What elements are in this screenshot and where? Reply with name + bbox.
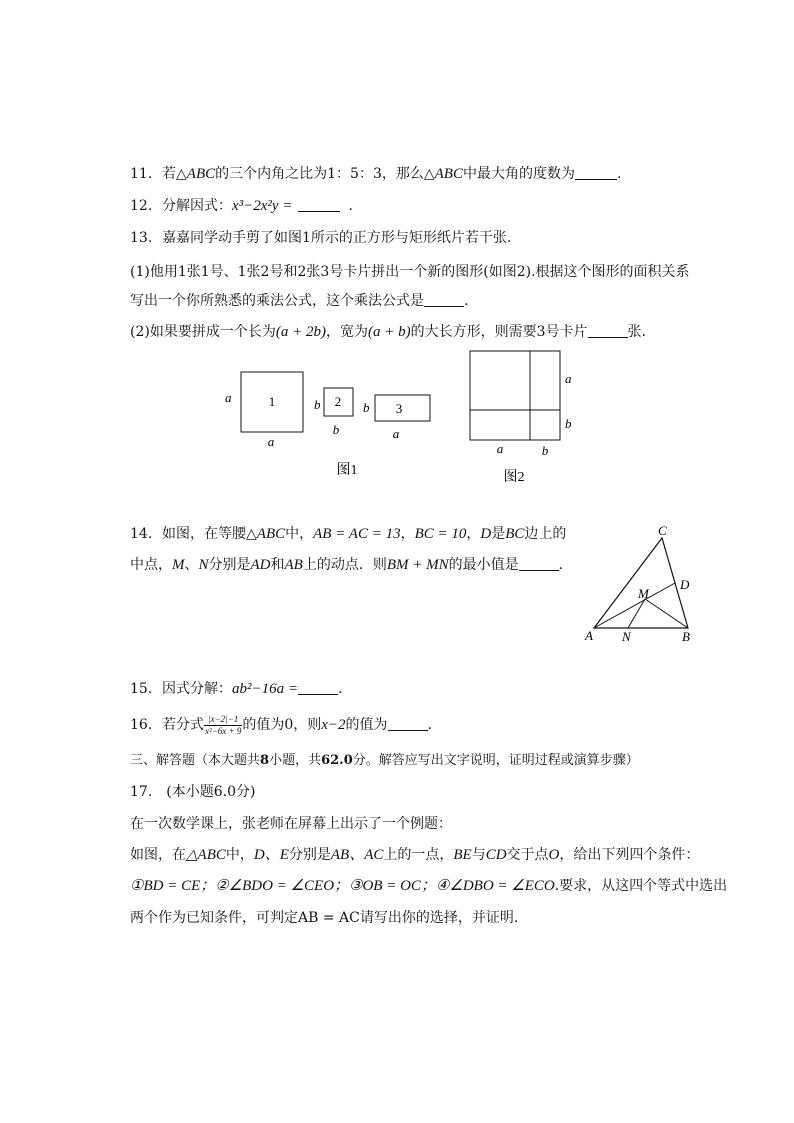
figure-2-right-bottom-label: b [565,416,572,431]
question-14-line1: 14. 如图，在等腰△ABC中，AB = AC = 13，BC = 10，D是BC边上的 [130,526,567,542]
answer-blank [588,323,628,338]
question-17-line4: 两个作为已知条件，可判定AB = AC请写出你的选择，并证明. [130,910,519,926]
card-2-bottom-label: b [332,422,340,437]
segment-ad [594,583,675,628]
figure-2-right-top-label: a [565,371,572,386]
segment-bm [645,599,688,628]
point-b-label: B [682,629,690,644]
fraction: $\frac{|x-2|-1}{\text{x²−6x + 9}}$ [205,713,242,736]
question-11: 11. 若△ABC的三个内角之比为1：5：3，那么△ABC中最大角的度数为 . [130,166,622,182]
figure-2-bottom-left-label: a [496,441,504,456]
question-number: 11. [130,166,153,182]
figure-2-bottom-right-label: b [541,443,549,458]
card-1-side-label: a [225,390,232,405]
card-3-side-label: b [363,400,370,415]
point-d-label: D [680,577,690,592]
card-3-rectangle [375,395,430,421]
card-2-number: 2 [334,394,342,409]
question-13-part1-line1: (1)他用1张1号、1张2号和2张3号卡片拼出一个新的图形(如图2).根据这个图形的面积关系 [130,264,690,280]
card-3-number: 3 [395,401,403,416]
answer-blank [519,556,559,571]
card-1-number: 1 [268,394,276,409]
answer-blank [424,292,464,307]
point-c-label: C [658,523,667,538]
question-17-line1: 在一次数学课上，张老师在屏幕上出示了一个例题： [130,816,452,832]
point-n-label: N [622,629,631,644]
answer-blank [575,165,617,180]
triangle-abc [594,538,688,628]
question-17-line2: 如图，在△ABC中，D、E分别是AB、AC上的一点，BE与CD交于点O，给出下列四个条件： [130,847,700,863]
figure-2-outer [470,351,560,440]
question-13-part2: (2)如果要拼成一个长为(a + 2b)，宽为(a + b)的大长方形，则需要3号卡片 张. [130,324,646,340]
card-2-side-label: b [314,397,321,412]
question-14-line2: 中点，M、N分别是AD和AB上的动点．则BM + MN的最小值是 . [130,557,564,573]
segment-mn [628,599,645,628]
question-12: 12. 分解因式：x³−2x²y = . [130,198,353,214]
card-3-bottom-label: a [392,426,400,441]
answer-blank [388,716,428,731]
figure-2-caption: 图2 [503,470,525,485]
answer-blank [298,680,338,695]
point-a-label: A [585,628,593,643]
card-1-bottom-label: a [267,434,275,449]
question-17-head: 17. (本小题6.0分) [130,784,256,800]
section-heading: 三、解答题（本大题共8小题，共62.0分。解答应写出文字说明，证明过程或演算步骤） [130,753,639,768]
question-15: 15. 因式分解：ab²−16a = . [130,681,343,697]
figure-1 [215,360,455,485]
triangle-figure [580,520,705,650]
question-13-title: 13. 嘉嘉同学动手剪了如图1所示的正方形与矩形纸片若干张. [130,230,512,246]
point-m-label: M [638,586,649,601]
figure-1-caption: 图1 [336,463,358,478]
answer-blank [298,197,340,212]
question-13-part1-line2: 写出一个你所熟悉的乘法公式，这个乘法公式是 . [130,293,469,309]
question-16: 16. 若分式 $\frac{|x-2|-1}{\text{x²−6x + 9}}$ 的值为0，则x−2的值为 . [130,713,432,736]
figure-2 [462,345,582,490]
question-17-line3: ①BD = CE；②∠BDO = ∠CEO；③OB = OC；④∠DBO = ∠ECO.要求，从这四个等式中选出 [130,878,728,894]
